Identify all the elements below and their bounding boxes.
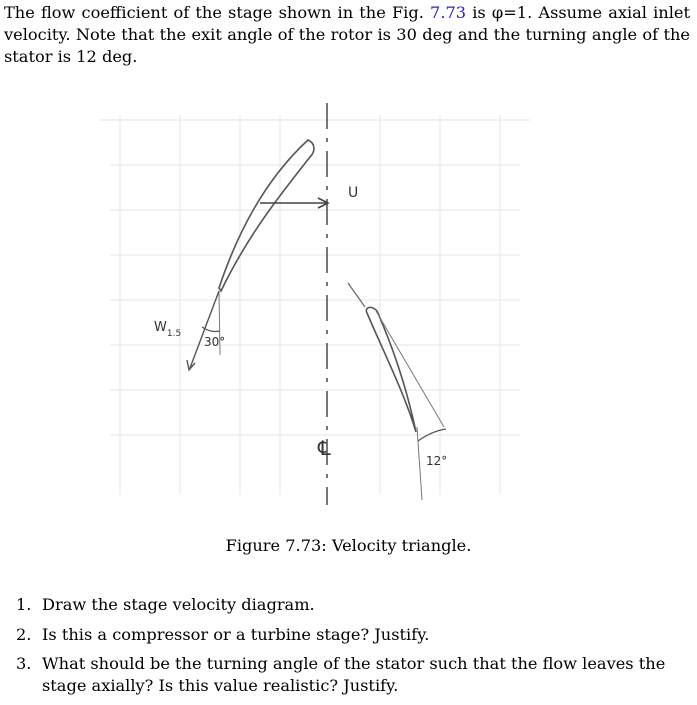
figure-caption: Figure 7.73: Velocity triangle.	[225, 536, 472, 555]
intro-text-1: The flow coefficient of the stage shown in the Fig.	[4, 3, 431, 22]
u-arrow	[260, 198, 328, 208]
background-grid	[100, 115, 530, 495]
problem-statement	[4, 2, 690, 68]
question-text: Draw the stage velocity diagram.	[42, 595, 315, 614]
velocity-triangle-figure	[80, 95, 550, 515]
question-text: Is this a compressor or a turbine stage? Justify.	[42, 624, 430, 644]
stator-leading-stroke	[348, 283, 365, 307]
question-number: 3.	[16, 654, 32, 673]
intro-text-2: is φ=1. Assume axial inlet velocity. Note that the exit angle of the rotor is 30 deg and the turning angle of the stator is 12 deg.	[4, 3, 690, 66]
question-list	[16, 594, 690, 705]
stator-blade	[366, 307, 416, 432]
question-item	[16, 594, 690, 616]
w-vector-arrow	[187, 291, 219, 370]
question-number: 2.	[16, 624, 32, 644]
question-number: 1.	[16, 595, 32, 614]
question-item	[16, 624, 690, 646]
question-item	[16, 653, 690, 697]
w-subscript: 1.5	[166, 329, 182, 339]
velocity-triangle-sketch	[80, 95, 550, 515]
stator-angle-label: 12°	[426, 454, 448, 468]
u-label: U	[348, 185, 359, 201]
rotor-blade	[219, 140, 314, 291]
rotor-angle-label: 30°	[204, 335, 226, 349]
w-label: $W_{1.5}$	[154, 320, 182, 339]
centerline-symbol: ℄	[318, 436, 331, 460]
figure-reference-link[interactable]: 7.73	[430, 3, 467, 22]
question-text: What should be the turning angle of the stator such that the flow leaves the stage axially? Is this value realistic? Justify.	[42, 654, 666, 695]
stator-axial-reference	[417, 427, 422, 500]
